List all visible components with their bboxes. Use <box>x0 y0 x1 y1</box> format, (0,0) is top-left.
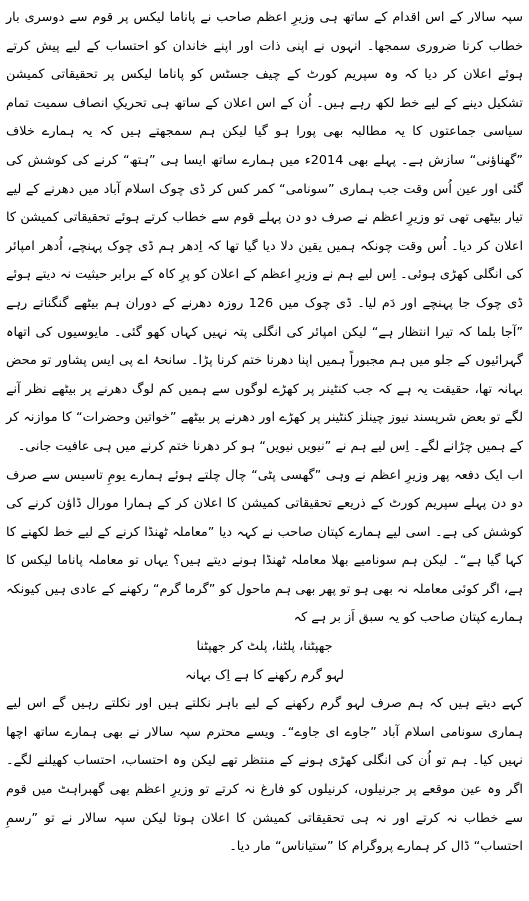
paragraph-2: اب ایک دفعہ پھر وزیرِ اعظم نے وہی ”گھسی پٹی“ چال چلتے ہوئے ہمارے یومِ تاسیس سے صرف دو دن پہلے سپریم کورٹ کے ذریعے تحقیقاتی کمیشن کا اعلان کر کے ہمارا مورال ڈاؤن کرنے کی کوشش کی ہے۔ اسی لیے ہمارے کپتان صاحب نے کہہ دیا ”معاملہ ٹھنڈا کرنے کے لیے خط لکھنے کا کہا گیا ہے“۔ لیکن ہم سونامیے بھلا معاملہ ٹھنڈا ہونے دیتے ہیں؟ یہاں تو معاملہ پاناما لیکس کا ہے، اگر کوئی معاملہ نہ بھی ہو تو پھر بھی ہم ماحول کو ”گرما گرم“ رکھنے کے عادی ہیں کیونکہ ہمارے کپتان صاحب کو یہ سبق اَز بر ہے کہ <box>6 467 523 626</box>
verse-line-1: جھپٹنا، پلٹنا، پلٹ کر جھپٹنا <box>196 639 333 655</box>
verse-line-2: لہو گرم رکھنے کا ہے اِک بہانہ <box>184 667 345 683</box>
paragraph-3: کہے دیتے ہیں کہ ہم صرف لہو گرم رکھنے کے لیے باہر نکلتے ہیں اور نکلتے رہیں گے اس لیے ہماری سونامی اسلام آباد ”جاوے ای جاوے“۔ ویسے محترم سپہ سالار نے بھی ہمارے ساتھ اچھا نہیں کیا۔ ہم تو اُن کی انگلی کھڑی ہونے کے منتظر تھے لیکن وہ احتساب، احتساب کھیلنے لگے۔ اگر وہ عین موقعے پر جرنیلوں، کرنیلوں کو فارغ نہ کرتے تو وزیرِ اعظم بھی گھبراہٹ میں قوم سے خطاب نہ کرتے اور نہ ہی تحقیقاتی کمیشن کا اعلان ہوتا لیکن سپہ سالار نے تو ”رسمِ احتساب“ ڈال کر ہمارے پروگرام کا ”ستیاناس“ مار دیا۔ <box>6 696 523 855</box>
paragraph-1: سپہ سالار کے اس اقدام کے ساتھ ہی وزیرِ اعظم صاحب نے پاناما لیکس پر قوم سے دوسری بار خطاب کرنا ضروری سمجھا۔ انہوں نے اپنی ذات اور اپنے خاندان کو احتساب کے لیے پیش کرتے ہوئے اعلان کر دیا کہ وہ سپریم کورٹ کے چیف جسٹس کو پاناما لیکس پر تحقیقاتی کمیشن تشکیل دینے کے لیے خط لکھ رہے ہیں۔ اُن کے اس اعلان کے ساتھ ہی تحریکِ انصاف سمیت تمام سیاسی جماعتوں کا یہ مطالبہ بھی پورا ہو گیا لیکن ہم سمجھتے ہیں کہ یہ ہمارے خلاف ”گھناؤنی“ سازش ہے۔ پہلے بھی 2014ء میں ہمارے ساتھ ایسا ہی ”ہتھ“ کرنے کی کوشش کی گئی اور عین اُس وقت جب ہماری ”سونامی“ کمر کس کر ڈی چوک اسلام آباد میں دھرنے کے لیے تیار بیٹھی تھی تو وزیرِ اعظم نے صرف دو دن پہلے قوم سے خطاب کرتے ہوئے تحقیقاتی کمیشن کا اعلان کر دیا۔ اُس وقت چونکہ ہمیں یقین دلا دیا گیا تھا کہ اِدھر ہم ڈی چوک پہنچے، اُدھر امپائر کی انگلی کھڑی ہوئی۔ اِس لیے ہم نے وزیرِ اعظم کے اعلان کو پرِ کاہ کے برابر حیثیت نہ دیتے ہوئے ڈی چوک جا پہنچے اور دَم لیا۔ ڈی چوک میں 126 روزہ دھرنے کے دوران ہم بیٹھے گنگناتے رہے ”آجا بلما کہ تیرا انتظار ہے“ لیکن امپائر کی انگلی پتہ نہیں کہاں کھو گئی۔ مایوسیوں کی اتھاہ گہرائیوں کے جلو میں ہم مجبوراً ہمیں اپنا دھرنا ختم کرنا پڑا۔ سانحۂ اے پی ایس پشاور تو محض بہانہ تھا، حقیقت یہ ہے کہ جب کنٹینر پر کھڑے لوگوں سے ہمیں کم لوگ دھرنے پر بیٹھے نظر آنے لگے تو بعض شرپسند نیوز چینلز کنٹینر پر کھڑے اور دھرنے پر بیٹھے ”خواتین وحضرات“ کا موازنہ کر کے ہمیں چڑانے لگے۔ اِس لیے ہم نے ”نیویں نیویں“ ہو کر دھرنا ختم کرنے میں ہی عافیت جانی۔ <box>6 10 523 454</box>
